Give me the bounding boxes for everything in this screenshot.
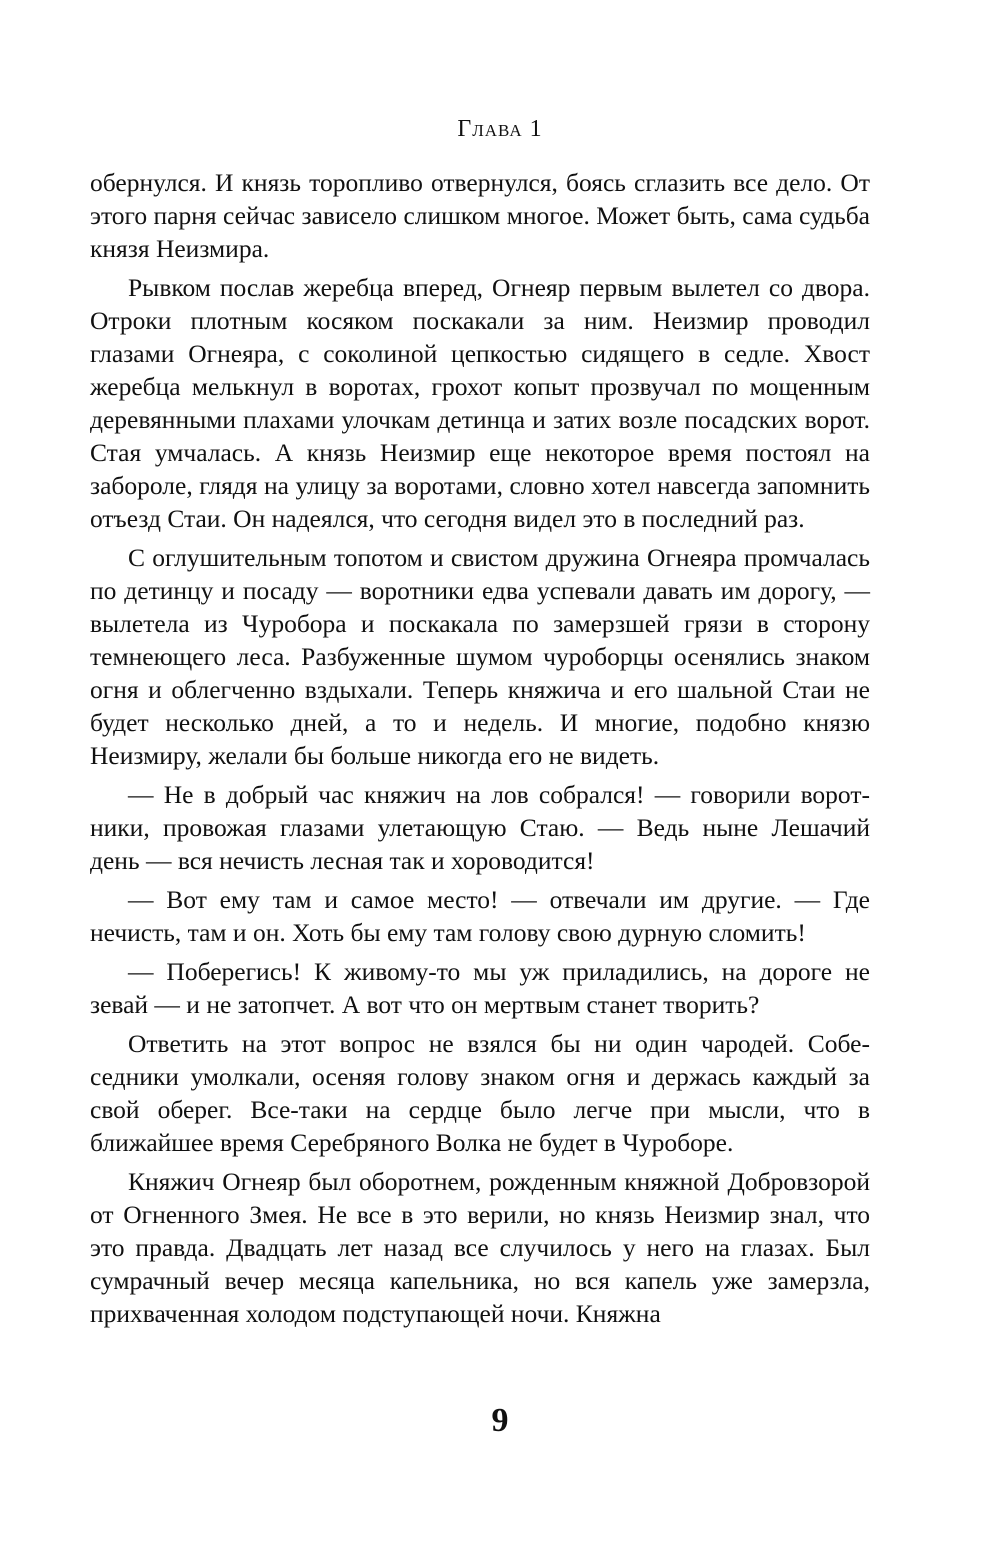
paragraph-1: обернулся. И князь торопливо отвернулся, боясь сглазить все дело. От этого парня сейчас зависело слишком многое. Может быть, сама судьба князя Неизмира.: [90, 168, 870, 263]
paragraph-3: С оглушительным топотом и свистом дружина Огнеяра промчалась по детинцу и посаду — воротники едва успевали давать им дорогу, — вылетела из Чуробора и поскакала по замерзшей грязи в сторону темнеющего леса. Разбуженные шумом чуроборцы осенялись знаком огня и облегченно вздыхали. Теперь княжича и его шальной Стаи не будет несколько дней, а то и недель. И многие, подобно князю Неизмиру, желали бы больше никогда его не видеть.: [90, 543, 870, 770]
body-text: [90, 166, 870, 1336]
paragraph-4: — Не в добрый час княжич на лов собрался! — говорили воротники, провожая глазами улетающую Стаю. — Ведь ныне Лешачий день — вся нечисть лесная так и хороводится!: [90, 780, 870, 875]
page-number: 9: [491, 1402, 509, 1439]
paragraph-7: Ответить на этот вопрос не взялся бы ни один чародей. Собеседники умолкали, осеняя голову знаком огня и держась каждый за свой оберег. Все-таки на сердце было легче при мысли, что в ближайшее время Серебряного Волка не будет в Чуроборе.: [90, 1029, 870, 1157]
paragraph-2: Рывком послав жеребца вперед, Огнеяр первым вылетел со двора. Отроки плотным косяком поскакали за ним. Неизмир проводил глазами Огнеяра, с соколиной цепкостью сидящего в седле. Хвост жеребца мелькнул в воротах, грохот копыт прозвучал по мощенным деревянными плахами улочкам детинца и затих возле посадских ворот. Стая умчалась. А князь Неизмир еще некоторое время постоял на забороле, глядя на улицу за воротами, словно хотел навсегда запомнить отъезд Стаи. Он надеялся, что сегодня видел это в последний раз.: [90, 273, 870, 533]
running-head: Глава 1: [457, 116, 543, 142]
paragraph-6: — Поберегись! К живому-то мы уж приладились, на дороге не зевай — и не затопчет. А вот что он мертвым станет творить?: [90, 957, 870, 1019]
paragraph-8: Княжич Огнеяр был оборотнем, рожденным княжной Добровзорой от Огненного Змея. Не все в это верили, но князь Неизмир знал, что это правда. Двадцать лет назад все случилось у него на глазах. Был сумрачный вечер месяца капельника, но вся капель уже замерзла, прихваченная холодом подступающей ночи. Княжна: [90, 1167, 870, 1328]
paragraph-5: — Вот ему там и самое место! — отвечали им другие. — Где нечисть, там и он. Хоть бы ему там голову свою дурную сломить!: [90, 885, 870, 947]
